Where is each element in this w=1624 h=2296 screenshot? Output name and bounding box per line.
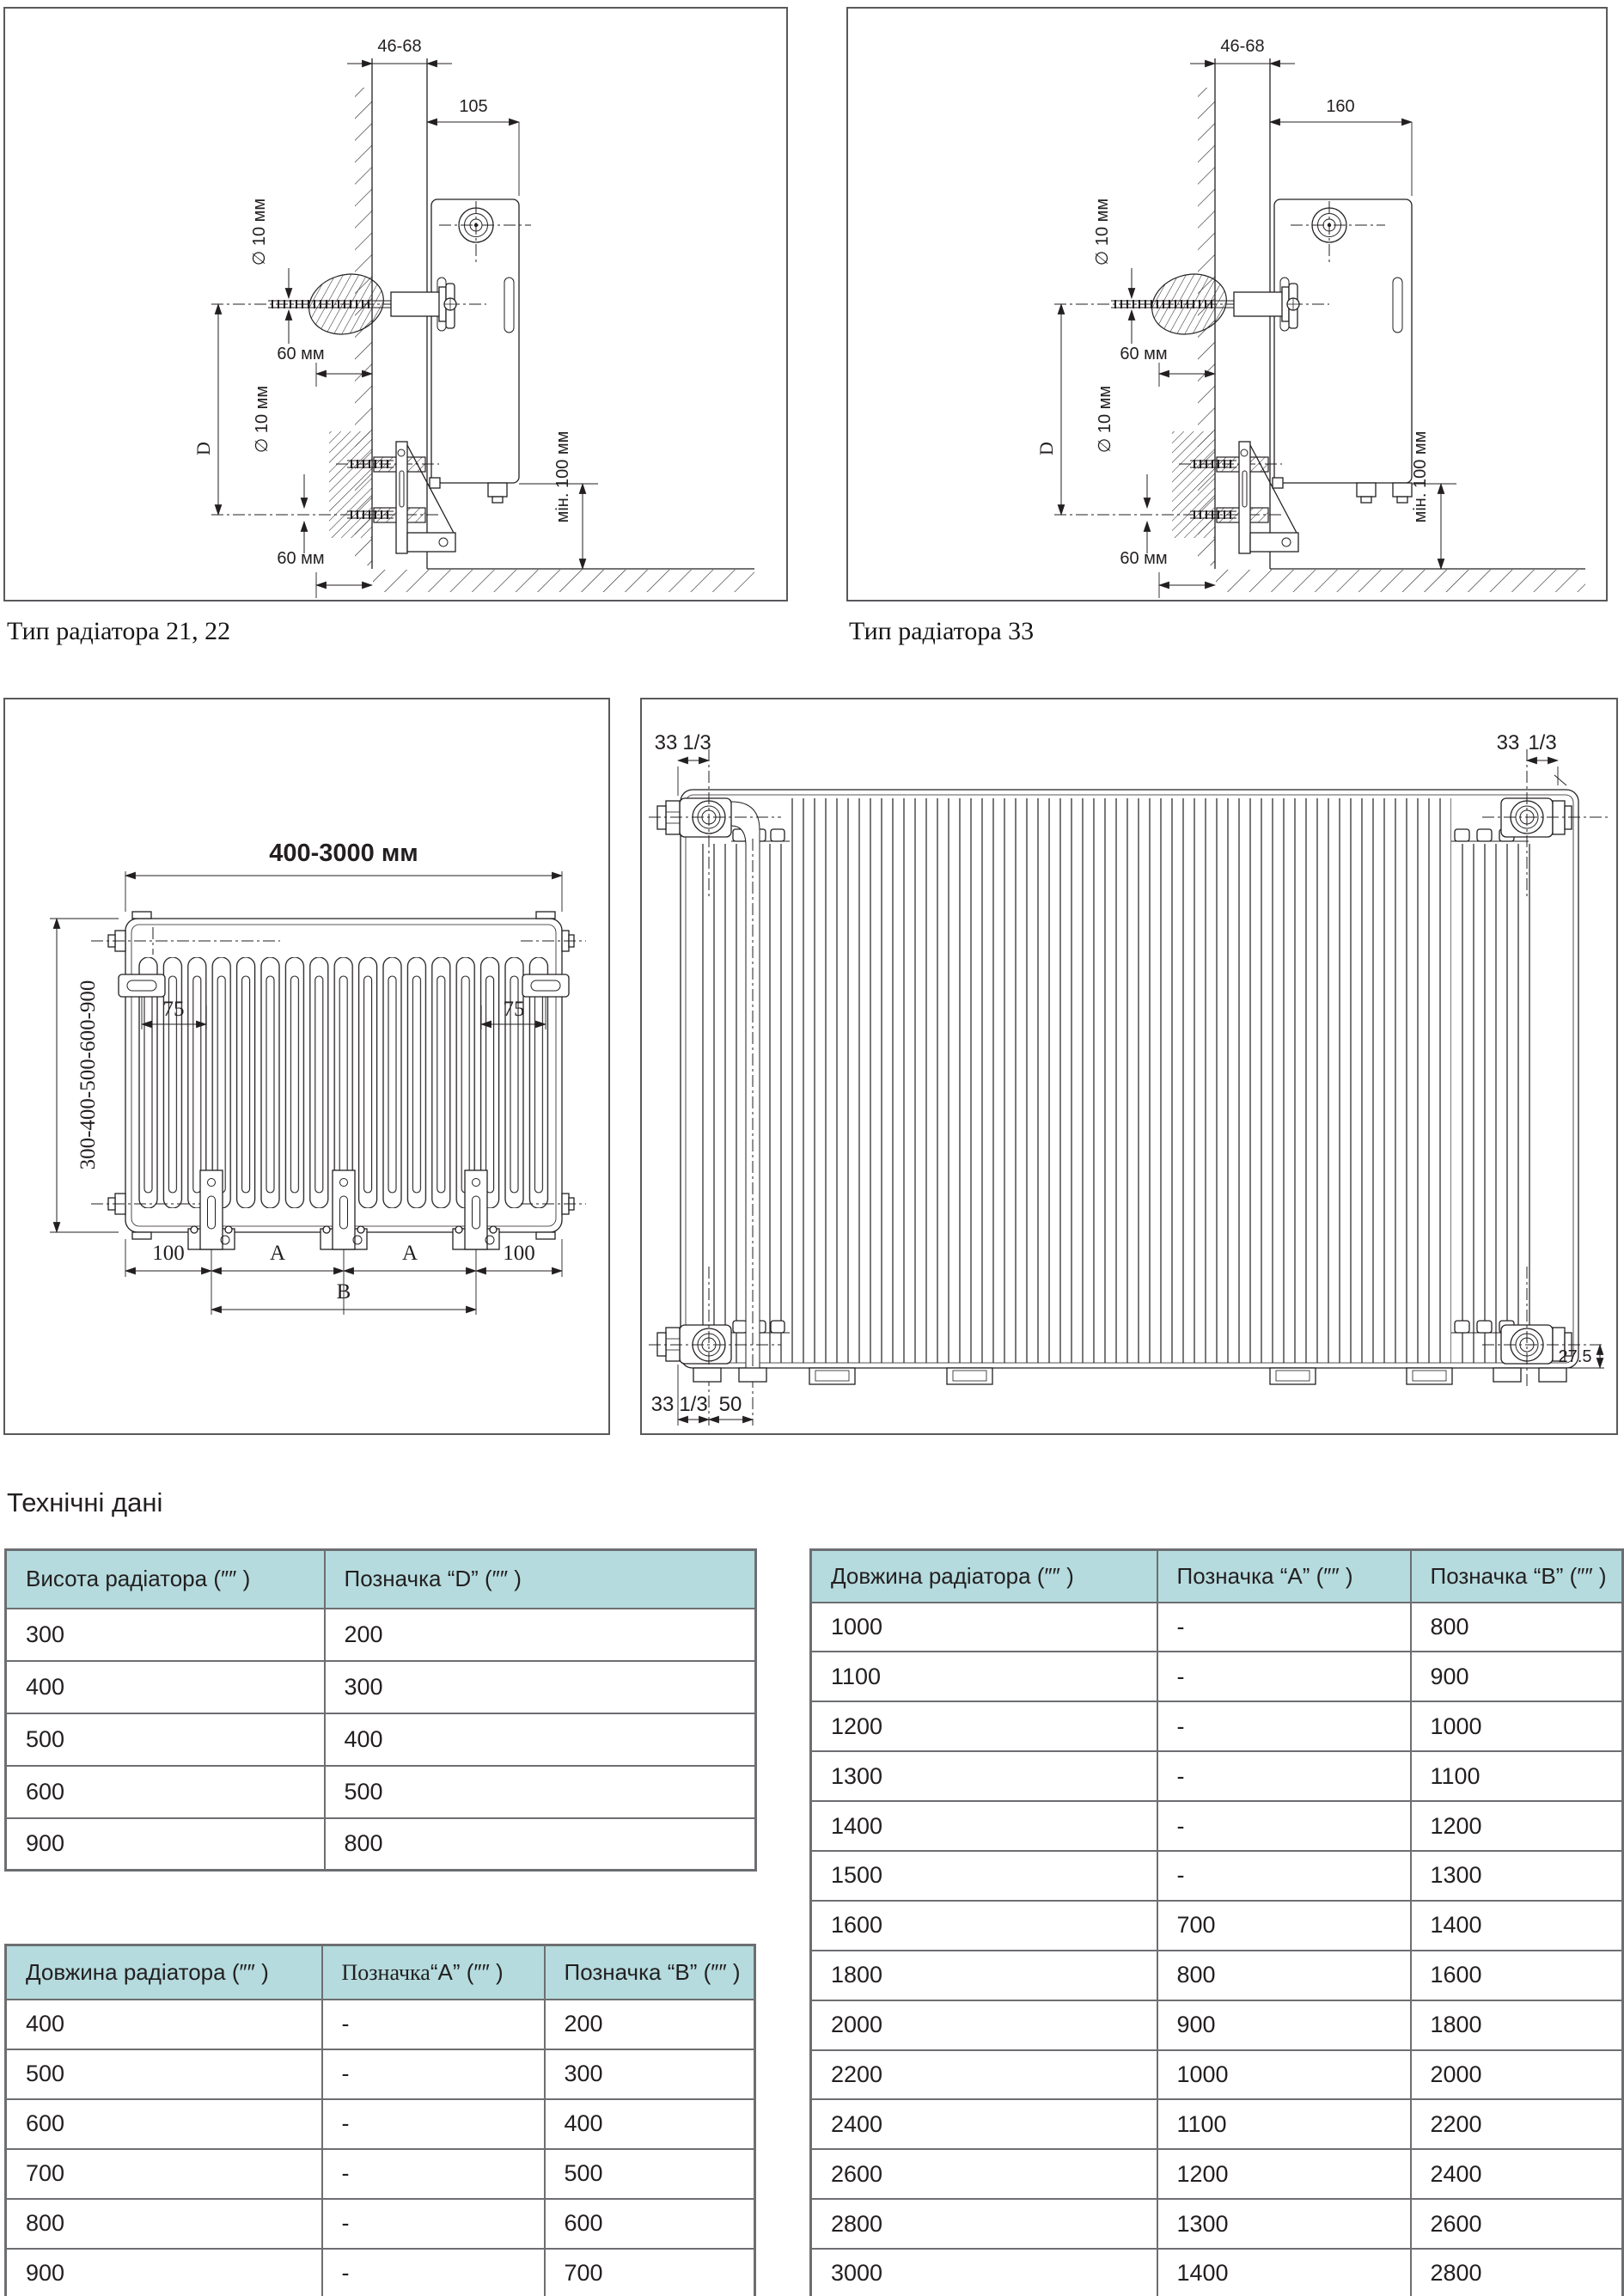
drill-hatch	[329, 431, 372, 538]
dim-d	[1035, 304, 1061, 515]
span-a1-label: A	[269, 1242, 286, 1265]
table-row	[811, 2050, 1623, 2100]
depth-label: 160	[1326, 97, 1355, 116]
table-row	[6, 2049, 755, 2099]
offset-bottom-label: 60 мм	[1120, 549, 1168, 568]
table-header-row	[6, 1550, 756, 1609]
offset-75-right-label: 75	[503, 998, 525, 1021]
table-row	[811, 2149, 1623, 2199]
wall-bracket-right	[522, 974, 569, 997]
cell: 1100	[1411, 1751, 1623, 1801]
cell: 1000	[1157, 2050, 1411, 2100]
header-d: Позначка “D” (″″ )	[325, 1550, 756, 1609]
cell: 700	[6, 2149, 322, 2199]
dim-length-range	[125, 840, 562, 912]
cell: 1600	[1411, 1951, 1623, 2000]
cell: 900	[6, 2249, 322, 2296]
cell: -	[322, 2249, 545, 2296]
cell: -	[322, 2049, 545, 2099]
cell: 700	[1157, 1901, 1411, 1951]
cell: 800	[6, 2199, 322, 2249]
table-row	[811, 2199, 1623, 2249]
table-row	[6, 1766, 756, 1818]
table-row	[6, 1818, 756, 1871]
radiator-front-panel	[681, 790, 1578, 1368]
cell: 800	[325, 1818, 756, 1871]
fins-right	[1455, 844, 1535, 1363]
radiator-side	[431, 199, 531, 503]
cell: 800	[1157, 1951, 1411, 2000]
cell: 2800	[811, 2199, 1157, 2249]
cell: 1800	[1411, 2000, 1623, 2050]
cell: 1200	[1157, 2149, 1411, 2199]
dia-top-label: ∅ 10 мм	[250, 198, 269, 266]
diagram-side-33	[848, 9, 1606, 600]
table-row	[6, 2099, 755, 2149]
table-row	[6, 1661, 756, 1713]
cell: 900	[6, 1818, 325, 1871]
dim-min-floor	[519, 431, 598, 569]
drain-plug	[488, 483, 507, 497]
cell: 300	[6, 1609, 325, 1661]
cell: 400	[6, 2000, 322, 2049]
cell: 2400	[811, 2099, 1157, 2149]
diagram-side-21-22-box	[3, 7, 788, 601]
cell: 2200	[811, 2050, 1157, 2100]
length-range-label: 400-3000 мм	[269, 840, 418, 867]
dim-height-series	[50, 919, 119, 1232]
section-title: Технічні дані	[7, 1487, 163, 1517]
cell: 2600	[811, 2149, 1157, 2199]
min-floor-label: мін. 100 мм	[553, 430, 572, 523]
tl-13-label: 1/3	[682, 731, 711, 754]
wall-dim-label: 46-68	[1220, 37, 1265, 56]
bl-13-label: 1/3	[679, 1393, 708, 1416]
cell: 500	[545, 2149, 755, 2199]
table-length-large	[809, 1548, 1624, 2296]
console-foot	[407, 533, 455, 552]
dim-depth	[427, 97, 519, 196]
fins-left	[695, 844, 786, 1363]
table-row	[6, 2199, 755, 2249]
drain-plug	[1393, 483, 1412, 497]
wall-plug	[302, 266, 390, 343]
cell: 1000	[1411, 1701, 1623, 1751]
table-row	[811, 1701, 1623, 1751]
cell: 1400	[811, 1801, 1157, 1851]
cell: 200	[545, 2000, 755, 2049]
cell: 500	[6, 2049, 322, 2099]
br-offset-label: 27.5	[1558, 1347, 1592, 1366]
drain-plug	[1357, 483, 1376, 497]
cell: 1200	[811, 1701, 1157, 1751]
dim-dia-bottom	[253, 386, 304, 553]
cell: 1200	[1411, 1801, 1623, 1851]
header-length: Довжина радіатора (″″ )	[811, 1550, 1157, 1603]
cell: 900	[1157, 2000, 1411, 2050]
cell: 400	[545, 2099, 755, 2149]
span-b-label: B	[336, 1280, 351, 1304]
header-length: Довжина радіатора (″″ )	[6, 1945, 322, 2000]
cell: 2400	[1411, 2149, 1623, 2199]
header-a-word: Позначка	[341, 1959, 430, 1985]
dim-dia-top	[1093, 198, 1132, 344]
cell: 1300	[811, 1751, 1157, 1801]
diagram-rear-brackets	[5, 699, 608, 1433]
cell: 1500	[811, 1851, 1157, 1901]
table-row	[811, 1801, 1623, 1851]
dim-wall-thickness	[347, 37, 452, 64]
dim-d	[192, 304, 218, 515]
cell: 1600	[811, 1901, 1157, 1951]
dim-wall-thickness	[1190, 37, 1295, 64]
tr-33-label: 33	[1496, 731, 1520, 754]
cell: -	[322, 2199, 545, 2249]
caption-type-33: Тип радіатора 33	[849, 617, 1035, 645]
dim-dia-top	[250, 198, 289, 344]
cell: 1300	[1157, 2199, 1411, 2249]
depth-label: 105	[459, 97, 488, 116]
tr-13-label: 1/3	[1528, 731, 1557, 754]
cell: 900	[1411, 1652, 1623, 1701]
table-row	[6, 2249, 755, 2296]
cell: 3000	[811, 2249, 1157, 2296]
cell: 700	[545, 2249, 755, 2296]
table-length-small	[4, 1944, 756, 2296]
cell: -	[1157, 1851, 1411, 1901]
diagram-front-connections	[642, 699, 1616, 1433]
cell: -	[1157, 1701, 1411, 1751]
min-floor-label: мін. 100 мм	[1411, 430, 1430, 523]
edge-right-label: 100	[503, 1242, 535, 1265]
diagram-side-33-box	[846, 7, 1608, 601]
tl-33-label: 33	[654, 731, 678, 754]
header-a	[322, 1945, 545, 2000]
table-row	[811, 2000, 1623, 2050]
cell: 400	[6, 1661, 325, 1713]
table-row	[811, 1652, 1623, 1701]
cell: 300	[545, 2049, 755, 2099]
wall-bracket-left	[119, 974, 165, 997]
cell: 1000	[811, 1603, 1157, 1652]
cell: 300	[325, 1661, 756, 1713]
header-a: Позначка “А” (″″ )	[1157, 1550, 1411, 1603]
cell: -	[322, 2099, 545, 2149]
offset-75-left-label: 75	[162, 998, 185, 1021]
cell: 1100	[811, 1652, 1157, 1701]
table-row	[811, 2249, 1623, 2296]
table-row	[811, 1901, 1623, 1951]
cell: -	[322, 2000, 545, 2049]
table-row	[811, 2099, 1623, 2149]
table-row	[811, 1603, 1623, 1652]
d-label: D	[192, 442, 214, 455]
radiator-side	[1274, 199, 1412, 503]
lower-anchor-and-console	[211, 431, 455, 553]
cell: 2200	[1411, 2099, 1623, 2149]
bl-33-label: 33	[650, 1393, 675, 1416]
wall-dim-label: 46-68	[377, 37, 422, 56]
header-b: Позначка “В” (″″ )	[545, 1945, 755, 2000]
fins-main	[790, 798, 1451, 1363]
offset-top-label: 60 мм	[1120, 345, 1168, 363]
span-a2-label: A	[401, 1242, 418, 1265]
diagram-side-21-22	[5, 9, 786, 600]
caption-type-21-22: Тип радіатора 21, 22	[7, 617, 231, 645]
cell: 500	[6, 1713, 325, 1766]
cell: -	[1157, 1603, 1411, 1652]
dim-top-left	[655, 731, 711, 796]
dia-bottom-label: ∅ 10 мм	[1096, 385, 1114, 454]
lower-anchor-and-console	[1054, 431, 1298, 553]
cell: 2600	[1411, 2199, 1623, 2249]
table-row	[6, 1609, 756, 1661]
header-a-unit: “А” (″″ )	[430, 1958, 504, 1985]
cell: 1400	[1157, 2249, 1411, 2296]
cell: 1300	[1411, 1851, 1623, 1901]
cell: 1100	[1157, 2099, 1411, 2149]
cell: 1800	[811, 1951, 1157, 2000]
dia-bottom-label: ∅ 10 мм	[253, 385, 272, 454]
table-header-row	[811, 1550, 1623, 1603]
table-row	[6, 1713, 756, 1766]
dim-dia-bottom	[1096, 386, 1147, 553]
console-plate	[396, 442, 407, 553]
cell: 800	[1411, 1603, 1623, 1652]
table-row	[811, 1951, 1623, 2000]
cell: 500	[325, 1766, 756, 1818]
cell: 2800	[1411, 2249, 1623, 2296]
dim-depth	[1270, 97, 1412, 196]
cell: 400	[325, 1713, 756, 1766]
cell: 600	[545, 2199, 755, 2249]
cell: 600	[6, 2099, 322, 2149]
header-height: Висота радіатора (″″ )	[6, 1550, 325, 1609]
table-header-row	[6, 1945, 755, 2000]
cell: -	[322, 2149, 545, 2199]
dim-bottom-spacing	[125, 1239, 562, 1315]
diagram-rear-brackets-box	[3, 698, 610, 1435]
dia-top-label: ∅ 10 мм	[1093, 198, 1112, 266]
header-b: Позначка “В” (″″ )	[1411, 1550, 1623, 1603]
dim-bottom-right	[1554, 1345, 1604, 1368]
table-height	[4, 1548, 757, 1872]
edge-left-label: 100	[152, 1242, 185, 1265]
cell: -	[1157, 1751, 1411, 1801]
offset-bottom-label: 60 мм	[277, 549, 325, 568]
cell: 2000	[1411, 2050, 1623, 2100]
d-label: D	[1035, 442, 1057, 455]
cell: -	[1157, 1801, 1411, 1851]
cell: 2000	[811, 2000, 1157, 2050]
floor-hatch	[373, 570, 754, 592]
table-row	[6, 2149, 755, 2199]
cell: 200	[325, 1609, 756, 1661]
diagram-front-connections-box	[640, 698, 1618, 1435]
cell: 600	[6, 1766, 325, 1818]
offset-top-label: 60 мм	[277, 345, 325, 363]
table-row	[811, 1751, 1623, 1801]
bl-50-label: 50	[718, 1393, 742, 1416]
bottom-feet	[693, 1368, 1566, 1384]
table-row	[6, 2000, 755, 2049]
table-row	[811, 1851, 1623, 1901]
cell: -	[1157, 1652, 1411, 1701]
cell: 1400	[1411, 1901, 1623, 1951]
dim-min-floor	[1411, 431, 1456, 569]
height-series-label: 300-400-500-600-900	[76, 980, 100, 1170]
